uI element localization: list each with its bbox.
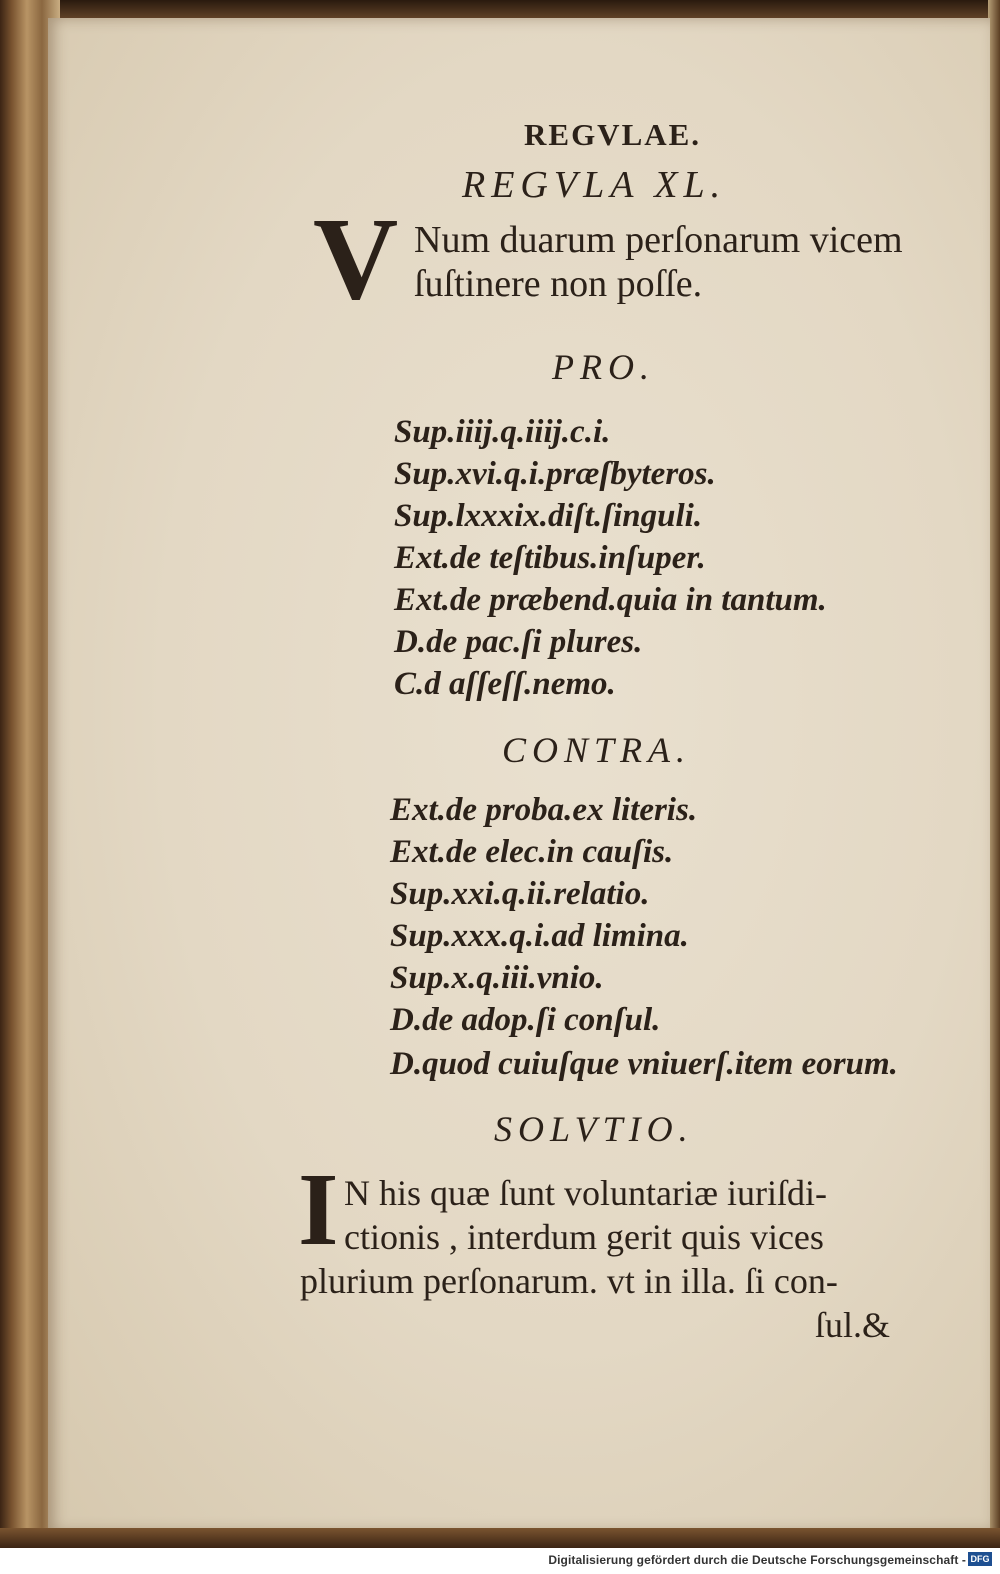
- pro-citation: Sup.iiij.q.iiij.c.i.: [394, 414, 611, 450]
- dfg-logo: DFG: [968, 1552, 992, 1566]
- contra-citation: D.de adop.ſi conſul.: [390, 1002, 661, 1038]
- pro-citation: Sup.lxxxix.diſt.ſinguli.: [394, 498, 703, 534]
- pro-citation: D.de pac.ſi plures.: [394, 624, 643, 660]
- contra-citation: Sup.xxx.q.i.ad limina.: [390, 918, 689, 954]
- footer-credit: Digitalisierung gefördert durch die Deutsche Forschungsgemeinschaft -: [548, 1553, 966, 1567]
- rule-text-line-2: ſuſtinere non poſſe.: [414, 263, 703, 305]
- contra-citation: D.quod cuiuſque vniuerſ.item eorum.: [390, 1046, 898, 1082]
- contra-citation: Ext.de proba.ex literis.: [390, 792, 698, 828]
- running-head: REGVLAE.: [524, 117, 702, 152]
- pro-heading: PRO.: [552, 347, 655, 387]
- pro-citation: Sup.xvi.q.i.præſbyteros.: [394, 456, 716, 492]
- contra-heading: CONTRA.: [502, 730, 692, 770]
- solutio-line-1: N his quæ ſunt voluntariæ iuriſdi-: [344, 1173, 827, 1213]
- catchword: ſul.&: [815, 1305, 891, 1345]
- pro-citation: Ext.de præbend.quia in tantum.: [394, 582, 827, 618]
- book-bottom-edge: [0, 1528, 1000, 1548]
- rule-text-line-1: Num duarum perſonarum vicem: [414, 219, 903, 261]
- contra-citation: Sup.xxi.q.ii.relatio.: [390, 876, 650, 912]
- solutio-heading: SOLVTIO.: [494, 1109, 694, 1149]
- rule-dropcap: V: [313, 193, 399, 324]
- pro-citation: Ext.de teſtibus.inſuper.: [394, 540, 706, 576]
- solutio-dropcap: I: [298, 1152, 339, 1267]
- contra-citation: Ext.de elec.in cauſis.: [390, 834, 674, 870]
- pro-citation: C.d aſſeſſ.nemo.: [394, 666, 616, 702]
- rule-title: REGVLA XL.: [462, 164, 727, 206]
- contra-citation: Sup.x.q.iii.vnio.: [390, 960, 604, 996]
- solutio-line-2: ctionis , interdum gerit quis vices: [344, 1217, 824, 1257]
- solutio-line-3: plurium perſonarum. vt in illa. ſi con-: [300, 1261, 838, 1301]
